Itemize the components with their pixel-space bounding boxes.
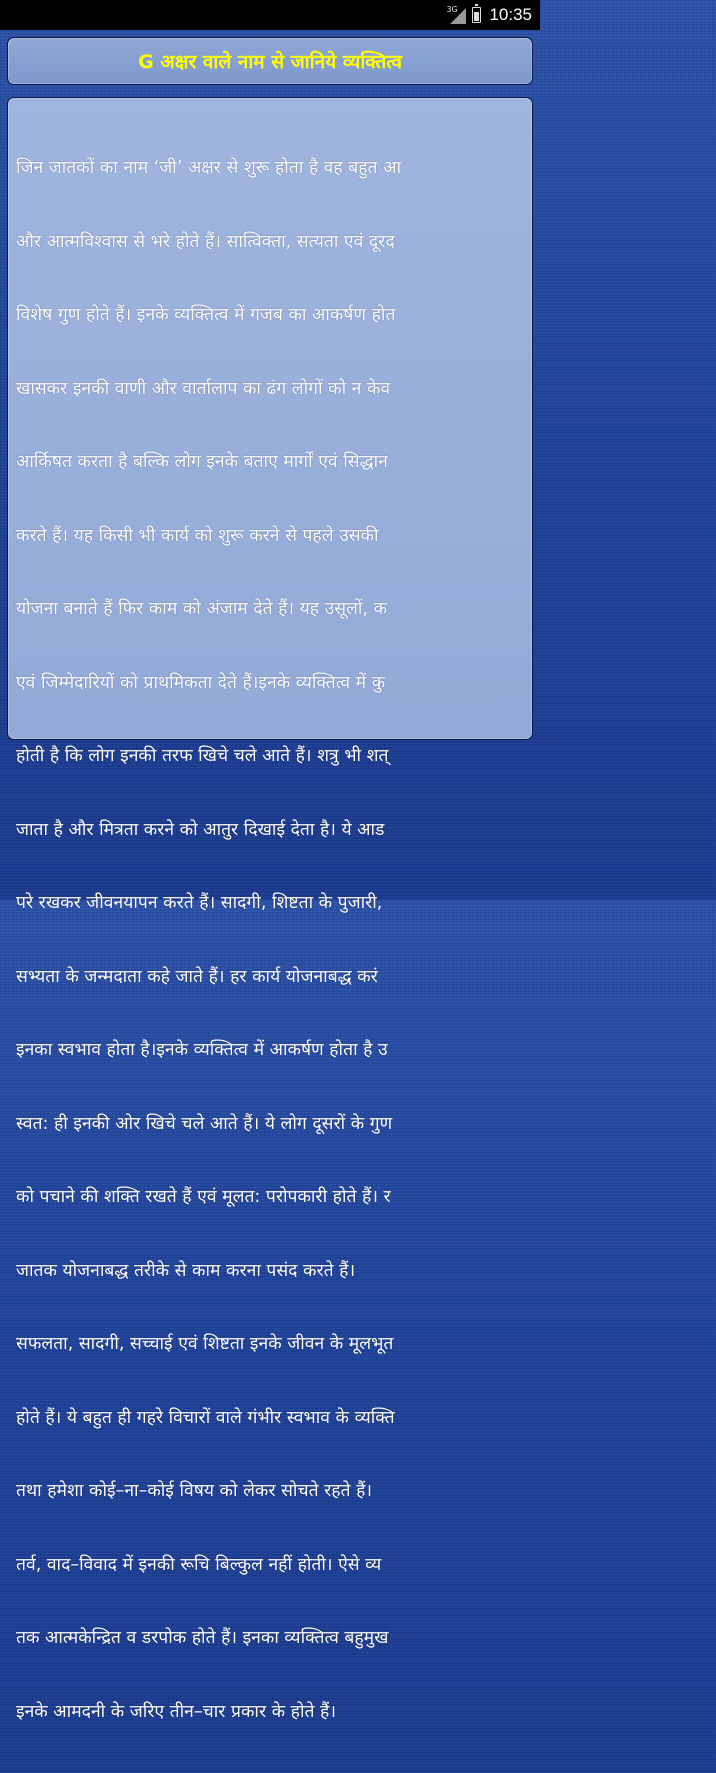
article-line: तर्व, वाद–विवाद में इनकी रूचि बिल्कुल नहीं होती। ऐसे व्य <box>16 1554 382 1575</box>
article-line: योजना बनाते हैं फिर काम को अंजाम देते हैं। यह उसूलों, क <box>16 599 388 619</box>
article-line: इनका स्वभाव होता है।इनके व्यक्तित्व में आकर्षण होता है उ <box>16 1040 388 1060</box>
battery-icon <box>472 7 481 23</box>
article-panel[interactable] <box>7 97 533 1722</box>
article-line: एवं जिम्मेदारियों को प्राथमिकता देते हैं।इनके व्यक्तित्व में कु <box>16 672 386 693</box>
article-line: सफलता, सादगी, सच्चाई एवं शिष्टता इनके जीवन के मूलभूत <box>16 1334 394 1354</box>
article-line: होते हैं। ये बहुत ही गहरे विचारों वाले गंभीर स्वभाव के व्यक्ति <box>16 1407 395 1428</box>
article-line: आर्किषत करता है बल्कि लोग इनके बताए मार्गों एवं सिद्धान <box>16 452 388 472</box>
article-line: तथा हमेशा कोई–ना–कोई विषय को लेकर सोचते रहते हैं। <box>16 1481 373 1501</box>
clock: 10:35 <box>489 5 532 24</box>
article-line: परे रखकर जीवनयापन करते हैं। सादगी, शिष्टता के पुजारी, <box>16 893 383 913</box>
title-bar <box>7 37 533 85</box>
article-line: और आत्मविश्वास से भरे होते हैं। सात्विक्ता, सत्यता एवं दूरद <box>16 231 395 252</box>
article-line: इनके आमदनी के जरिए तीन–चार प्रकार के होते हैं। <box>16 1701 336 1722</box>
status-icons <box>446 5 532 25</box>
status-bar <box>0 0 540 30</box>
article-line: जाता है और मित्रता करने को आतुर दिखाई देता है। ये आड <box>16 819 385 840</box>
article-line: जिन जातकों का नाम ‘जी’ अक्षर से शुरू होता है वह बहुत आ <box>16 158 401 178</box>
article-line: स्वत: ही इनकी ओर खिचे चले आते हैं। ये लोग दूसरों के गुण <box>16 1113 393 1134</box>
article-line: तक आत्मकेन्द्रित व डरपोक होते हैं। इनका व्यक्तित्व बहुमुख <box>16 1628 389 1648</box>
article-text <box>16 107 716 1773</box>
network-type-label: 3G <box>446 5 458 14</box>
article-line: होती है कि लोग इनकी तरफ खिचे चले आते हैं। शत्रु भी शत् <box>16 746 389 766</box>
signal-icon <box>446 6 468 24</box>
article-line: करते हैं। यह किसी भी कार्य को शुरू करने से पहले उसकी <box>16 525 379 546</box>
article-line: विशेष गुण होते हैं। इनके व्यक्तित्व में गजब का आकर्षण होत <box>16 305 396 325</box>
article-line: खासकर इनकी वाणी और वार्तालाप का ढंग लोगों को न केव <box>16 378 391 399</box>
page-title: G अक्षर वाले नाम से जानिये व्यक्तित्व <box>138 51 402 73</box>
article-line: जातक योजनाबद्ध तरीके से काम करना पसंद करते हैं। <box>16 1260 356 1281</box>
article-line: को पचाने की शक्ति रखते हैं एवं मूलत: परोपकारी होते हैं। र <box>16 1187 391 1207</box>
article-line: सभ्यता के जन्मदाता कहे जाते हैं। हर कार्य योजनाबद्ध करं <box>16 966 378 987</box>
